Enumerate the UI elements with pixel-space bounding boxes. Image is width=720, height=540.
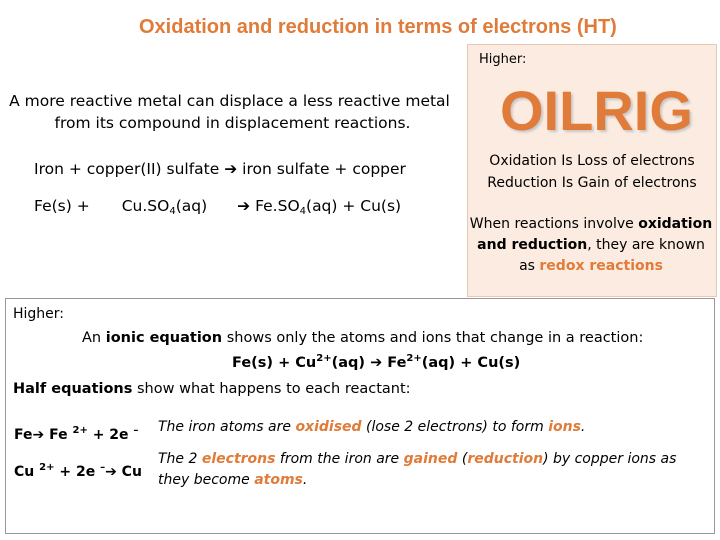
ionic-equation: $Fe(s) + Cu^{2+}(aq)$ ➔ $Fe^{2+}(aq) + Cu(s)$ — [232, 353, 521, 371]
arrow-icon: ➔ — [370, 355, 383, 371]
half-equations-intro: Half equations show what happens to each reactant: — [13, 381, 411, 397]
symbol-equation: $Fe(s) + Cu.SO_4(aq)$ ➔ $Fe.SO_4(aq) + Cu(s)$ — [34, 197, 402, 217]
arrow-icon: ➔ — [105, 464, 117, 480]
half-equation-iron: Fe➔ Fe $^{2+}$ + 2e – — [14, 425, 139, 443]
word-equation: Iron + copper(II) sulfate ➔ iron sulfate + copper — [34, 160, 406, 178]
reduction-definition: Reduction Is Gain of electrons — [487, 175, 697, 191]
half-equation-copper-description: The 2 electrons from the iron are gained (reduction) by copper ions as they become atoms. — [158, 451, 677, 488]
oilrig-mnemonic: OILRIG — [500, 79, 693, 142]
displacement-text: A more reactive metal can displace a less reactive metal from its compound in displacement reactions. — [9, 92, 450, 132]
arrow-icon: ➔ — [224, 160, 238, 178]
arrow-icon: ➔ — [32, 427, 45, 443]
higher-label-top: Higher: — [479, 52, 527, 67]
higher-label-bottom: Higher: — [13, 306, 65, 322]
page-title: Oxidation and reduction in terms of electrons (HT) — [139, 16, 617, 38]
half-equation-iron-description: The iron atoms are oxidised (lose 2 electrons) to form ions. — [158, 419, 586, 435]
oxidation-definition: Oxidation Is Loss of electrons — [489, 153, 695, 169]
arrow-icon: ➔ — [237, 197, 251, 215]
ionic-equation-intro: An ionic equation shows only the atoms and ions that change in a reaction: — [82, 330, 644, 346]
oilrig-definitions — [477, 150, 707, 194]
redox-note: When reactions involve oxidation and reduction, they are known as redox reactions — [469, 216, 713, 274]
half-equation-copper: Cu $^{2+}$ + 2e –➔ Cu — [14, 462, 142, 480]
